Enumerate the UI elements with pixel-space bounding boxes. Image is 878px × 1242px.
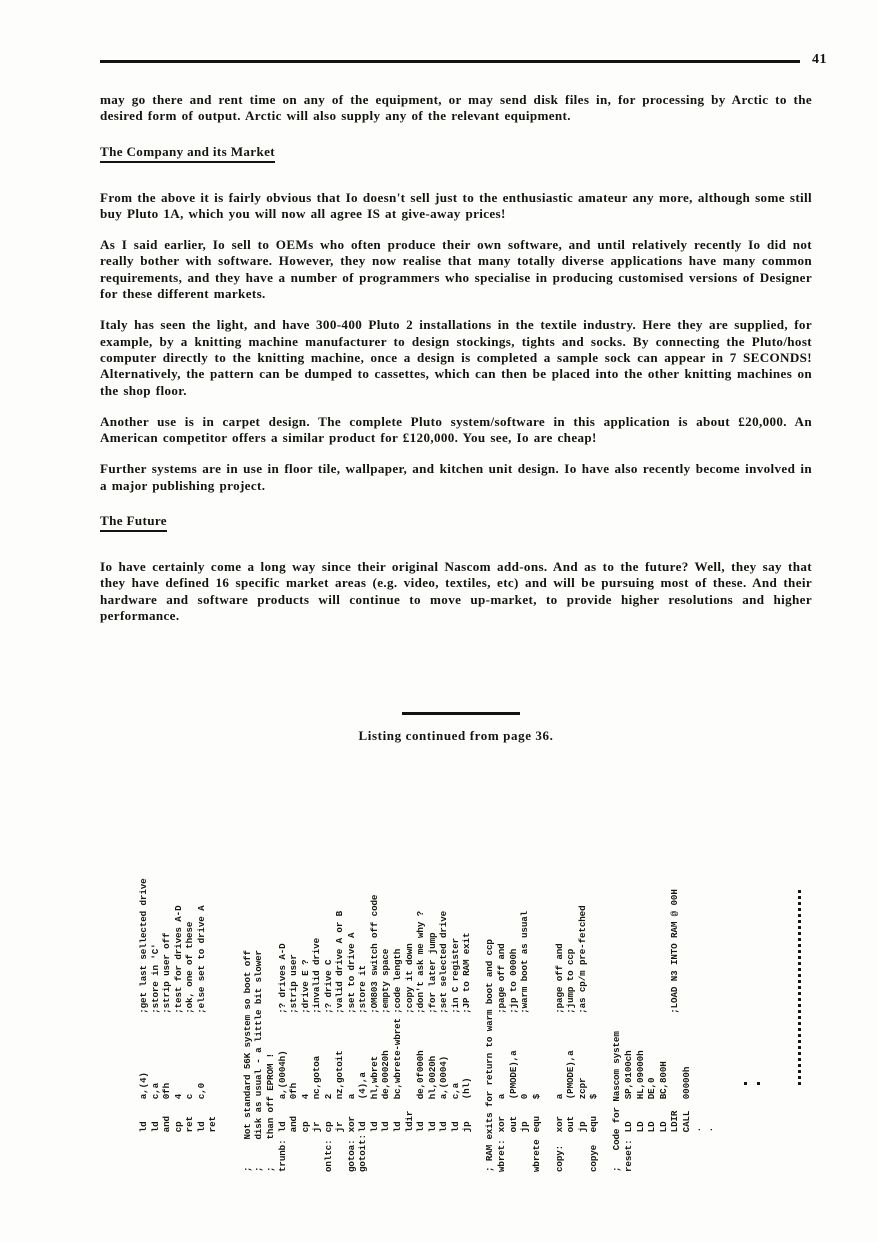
assembly-listing [0,762,878,1182]
listing-operand: a [495,1093,507,1100]
listing-mnemonic: . [703,1126,715,1133]
listing-operand: 0fh [161,1082,173,1100]
listing-line [565,762,577,1172]
listing-separator-rule [402,712,520,715]
listing-operand: hl,wbret [368,1055,380,1100]
listing-comment: ;else set to drive A [195,905,207,1014]
listing-mnemonic: xor [553,1116,565,1133]
listing-line [138,762,150,1172]
listing-line [311,762,323,1172]
listing-comment: ;in C register [449,937,461,1014]
listing-mnemonic: ld [276,1121,288,1133]
listing-mnemonic: ld [368,1121,380,1133]
page-number: 41 [812,52,827,67]
listing-mnemonic: and [288,1116,300,1133]
listing-line [346,762,358,1172]
listing-mnemonic: ld [449,1121,461,1133]
listing-line [588,762,600,1172]
listing-comment: ;? drive C [322,959,334,1014]
listing-mnemonic: ret [207,1116,219,1133]
listing-operand: $ [588,1093,600,1100]
listing-comment: ;store in 'C' [149,943,161,1014]
listing-line [704,762,716,1172]
listing-operand: (PMODE),a [507,1050,519,1100]
paragraph-market-1: From the above it is fairly obvious that Io doesn't sell just to the enthusiastic amateur any more, although some still buy Pluto 1A, which you will now all agree IS at give-away prices! [100,189,812,221]
listing-line [300,762,312,1172]
listing-mnemonic: ldir [403,1110,415,1133]
listing-comment: ;strip user [288,954,300,1014]
listing-comment: ;OM803 switch off code [368,894,380,1014]
listing-line: ; disk as usual - a little bit slower [253,950,265,1172]
paragraph-market-2: As I said earlier, Io sell to OEMs who often produce their own software, and until relatively recently Io did not really bother with software. However, they now realise that many totally diverse applications have many common requirements, and they have a number of programmers who specialise in producing customised versions of Designer for these different markets. [100,237,812,302]
listing-line [369,762,381,1172]
listing-line [658,762,670,1172]
page-header [100,52,840,74]
listing-comment: ;page off and [553,943,565,1014]
listing-line [404,762,416,1172]
listing-mnemonic: equ [530,1116,542,1133]
listing-mnemonic: . [692,1126,704,1133]
listing-mnemonic: LD [622,1121,634,1133]
listing-label: reset: [622,1139,634,1172]
listing-line [450,762,462,1172]
subheading-company: The Company and its Market [100,144,275,163]
listing-operand: c,a [149,1082,161,1100]
listing-comment: ;empty space [380,948,392,1014]
listing-caption: Listing continued from page 36. [358,728,554,743]
article-body [100,92,812,639]
listing-operand: (hl) [461,1077,473,1100]
listing-line: ; RAM exits for return to warm boot and ccp [484,939,496,1172]
listing-operand: 0fh [288,1082,300,1100]
listing-line [323,762,335,1172]
listing-mnemonic: out [565,1116,577,1133]
listing-comment: ;drive E ? [299,959,311,1014]
listing-mnemonic: jp [461,1121,473,1133]
listing-mnemonic: cp [172,1121,184,1133]
listing-operand: 4 [172,1093,184,1100]
listing-comment: ;ok, one of these [184,921,196,1014]
listing-line [207,762,219,1172]
listing-line: ; Not standard 56K system so boot off [241,950,253,1172]
listing-mnemonic: jp [519,1121,531,1133]
listing-operand: $ [530,1093,542,1100]
listing-operand: de,0f000h [415,1050,427,1100]
listing-line [438,762,450,1172]
listing-line [219,762,231,1172]
listing-line [288,762,300,1172]
listing-line [669,762,681,1172]
listing-mnemonic: equ [588,1116,600,1133]
listing-comment: ;? drives A-D [276,943,288,1014]
listing-comment: ;jp to 0000h [507,948,519,1014]
listing-mnemonic: ld [149,1121,161,1133]
paragraph-carpet: Another use is in carpet design. The complete Pluto system/software in this application is about £20,000. An American competitor offers a similar product for £120,000. You see, Io are cheap! [100,413,812,446]
listing-mnemonic: LD [657,1121,669,1133]
listing-line [161,762,173,1172]
listing-line [230,762,242,1172]
listing-line [173,762,185,1172]
listing-operand: a [553,1093,565,1100]
listing-comment: ;valid drive A or B [334,910,346,1014]
listing-label: gotoit: [357,1134,369,1172]
listing-operand: DE,0 [646,1077,658,1100]
listing-continuation-dots [744,1082,770,1085]
listing-mnemonic: jp [576,1121,588,1133]
listing-operand: a,(0004) [438,1055,450,1100]
listing-comment: ;copy it down [403,943,415,1014]
subheading-company-wrap [100,140,812,177]
listing-mnemonic: LD [634,1121,646,1133]
listing-comment: ;set selected drive [438,910,450,1014]
listing-comment: ;LOAD N3 INTO RAM @ 00H [669,889,681,1014]
listing-line [646,762,658,1172]
listing-mnemonic: CALL [680,1110,692,1133]
listing-comment: ;set to drive A [345,932,357,1014]
listing-mnemonic: ret [184,1116,196,1133]
listing-operand: zcpr [576,1077,588,1100]
listing-line [380,762,392,1172]
listing-label: gotoa: [345,1139,357,1172]
listing-comment: ;warm boot as usual [519,910,531,1014]
paragraph-further-systems: Further systems are in use in floor tile, wallpaper, and kitchen unit design. Io have also recently become involved in a major publishing project. [100,461,812,493]
listing-mnemonic: jr [334,1121,346,1133]
listing-line [554,762,566,1172]
assembly-listing-lines [138,762,838,1172]
listing-operand: c,a [449,1082,461,1100]
listing-operand: a [345,1093,357,1100]
listing-line [334,762,346,1172]
listing-operand: HL,09000h [634,1050,646,1100]
listing-line: ; Code for Nascom system [611,1031,623,1172]
listing-comment: ;get last sellected drive [138,878,149,1014]
listing-operand: 2 [322,1093,334,1100]
listing-mnemonic: cp [322,1121,334,1133]
listing-line [508,762,520,1172]
listing-operand: a,(0004h) [276,1050,288,1100]
listing-label: onltc: [322,1139,334,1172]
listing-operand: (PMODE),a [565,1050,577,1100]
listing-line [577,762,589,1172]
listing-operand: 00000h [680,1066,692,1100]
listing-mnemonic: jr [311,1121,323,1133]
listing-operand: SP,0100ch [622,1050,634,1100]
listing-comment: ;as cp/m pre-fetched [576,905,588,1014]
listing-operand: 0 [519,1093,531,1100]
listing-operand: de,00020h [380,1050,392,1100]
listing-operand: hl,0020h [426,1055,438,1100]
listing-mnemonic: ld [426,1121,438,1133]
listing-line [496,762,508,1172]
listing-line [531,762,543,1172]
listing-mnemonic: LD [646,1121,658,1133]
listing-mnemonic: out [507,1116,519,1133]
listing-mnemonic: xor [345,1116,357,1133]
listing-line: ; than off EPROM ! [265,1052,277,1172]
listing-comment: ;jump to ccp [565,948,577,1014]
listing-mnemonic: ld [138,1121,149,1133]
listing-line [623,762,635,1172]
paragraph-intro: may go there and rent time on any of the equipment, or may send disk files in, for processing by Arctic to the desired form of output. Arctic will also supply any of the relevant equipment. [100,92,812,124]
paragraph-future: Io have certainly come a long way since their original Nascom add-ons. And as to the future? Well, they say that they have defined 16 specific market areas (e.g. video, textiles, etc) and will be pursuing most of these. And their hardware and software products will continue to move up-market, to provide higher resolutions and higher performance. [100,559,812,623]
listing-line [519,762,531,1172]
listing-line [692,762,704,1172]
listing-line [184,762,196,1172]
listing-mnemonic: ld [380,1121,392,1133]
listing-operand: 4 [299,1093,311,1100]
listing-label: wbrete [530,1139,542,1172]
paragraph-italy: Italy has seen the light, and have 300-400 Pluto 2 installations in the textile industry. Here they are supplied, for example, by a knitting machine manufacturer to design stockings, tights and socks. By connecting the Pluto/host computer directly to the knitting machine, once a design is completed a sample sock can appear in 7 SECONDS! Alternatively, the pattern can be dumped to cassettes, which can then be placed into the other knitting machines on the shop floor. [100,317,812,398]
listing-operand: c,0 [195,1082,207,1100]
header-rule [100,60,800,63]
listing-label: trunb: [276,1139,288,1172]
subheading-future: The Future [100,513,167,532]
listing-label: copye [588,1144,600,1172]
listing-line [681,762,693,1172]
listing-mnemonic: cp [299,1121,311,1133]
listing-line [392,762,404,1172]
listing-operand: nz,gotoit [334,1050,346,1100]
listing-comment: ;test for drives A-D [172,905,184,1014]
listing-line [461,762,473,1172]
listing-comment: ;JP to RAM exit [461,932,473,1014]
listing-mnemonic: xor [495,1116,507,1133]
listing-line [635,762,647,1172]
subheading-future-wrap [100,509,812,546]
listing-comment: ;strip user off [161,932,173,1014]
listing-mnemonic: ld [357,1121,369,1133]
listing-comment: ;page off and [495,943,507,1014]
listing-comment: ;code length [392,948,404,1014]
listing-operand: nc,gotoa [311,1055,323,1100]
listing-mnemonic: ld [195,1121,207,1133]
listing-line [600,762,612,1172]
listing-operand: a,(4) [138,1072,149,1100]
listing-line [196,762,208,1172]
listing-operand: c [184,1093,196,1100]
listing-line [415,762,427,1172]
listing-continuation-dotted-rule [798,890,801,1086]
listing-line [277,762,289,1172]
listing-mnemonic: ld [438,1121,450,1133]
listing-label: wbret: [495,1139,507,1172]
listing-comment: ;store it [357,965,369,1014]
listing-comment: ;for later jump [426,932,438,1014]
listing-line [542,762,554,1172]
listing-label: copy: [553,1144,565,1172]
listing-mnemonic: LDIR [669,1110,681,1133]
listing-comment: ;invalid drive [311,937,323,1014]
listing-mnemonic: ld [415,1121,427,1133]
listing-mnemonic: ld [392,1121,404,1133]
listing-line [357,762,369,1172]
listing-mnemonic: and [161,1116,173,1133]
listing-operand: (4),a [357,1072,369,1100]
listing-comment: ;don't ask me why ? [415,910,427,1014]
listing-operand: bc,wbrete-wbret [392,1018,404,1100]
listing-line [473,762,485,1172]
listing-operand: BC,800H [657,1061,669,1100]
listing-line [150,762,162,1172]
listing-line [427,762,439,1172]
